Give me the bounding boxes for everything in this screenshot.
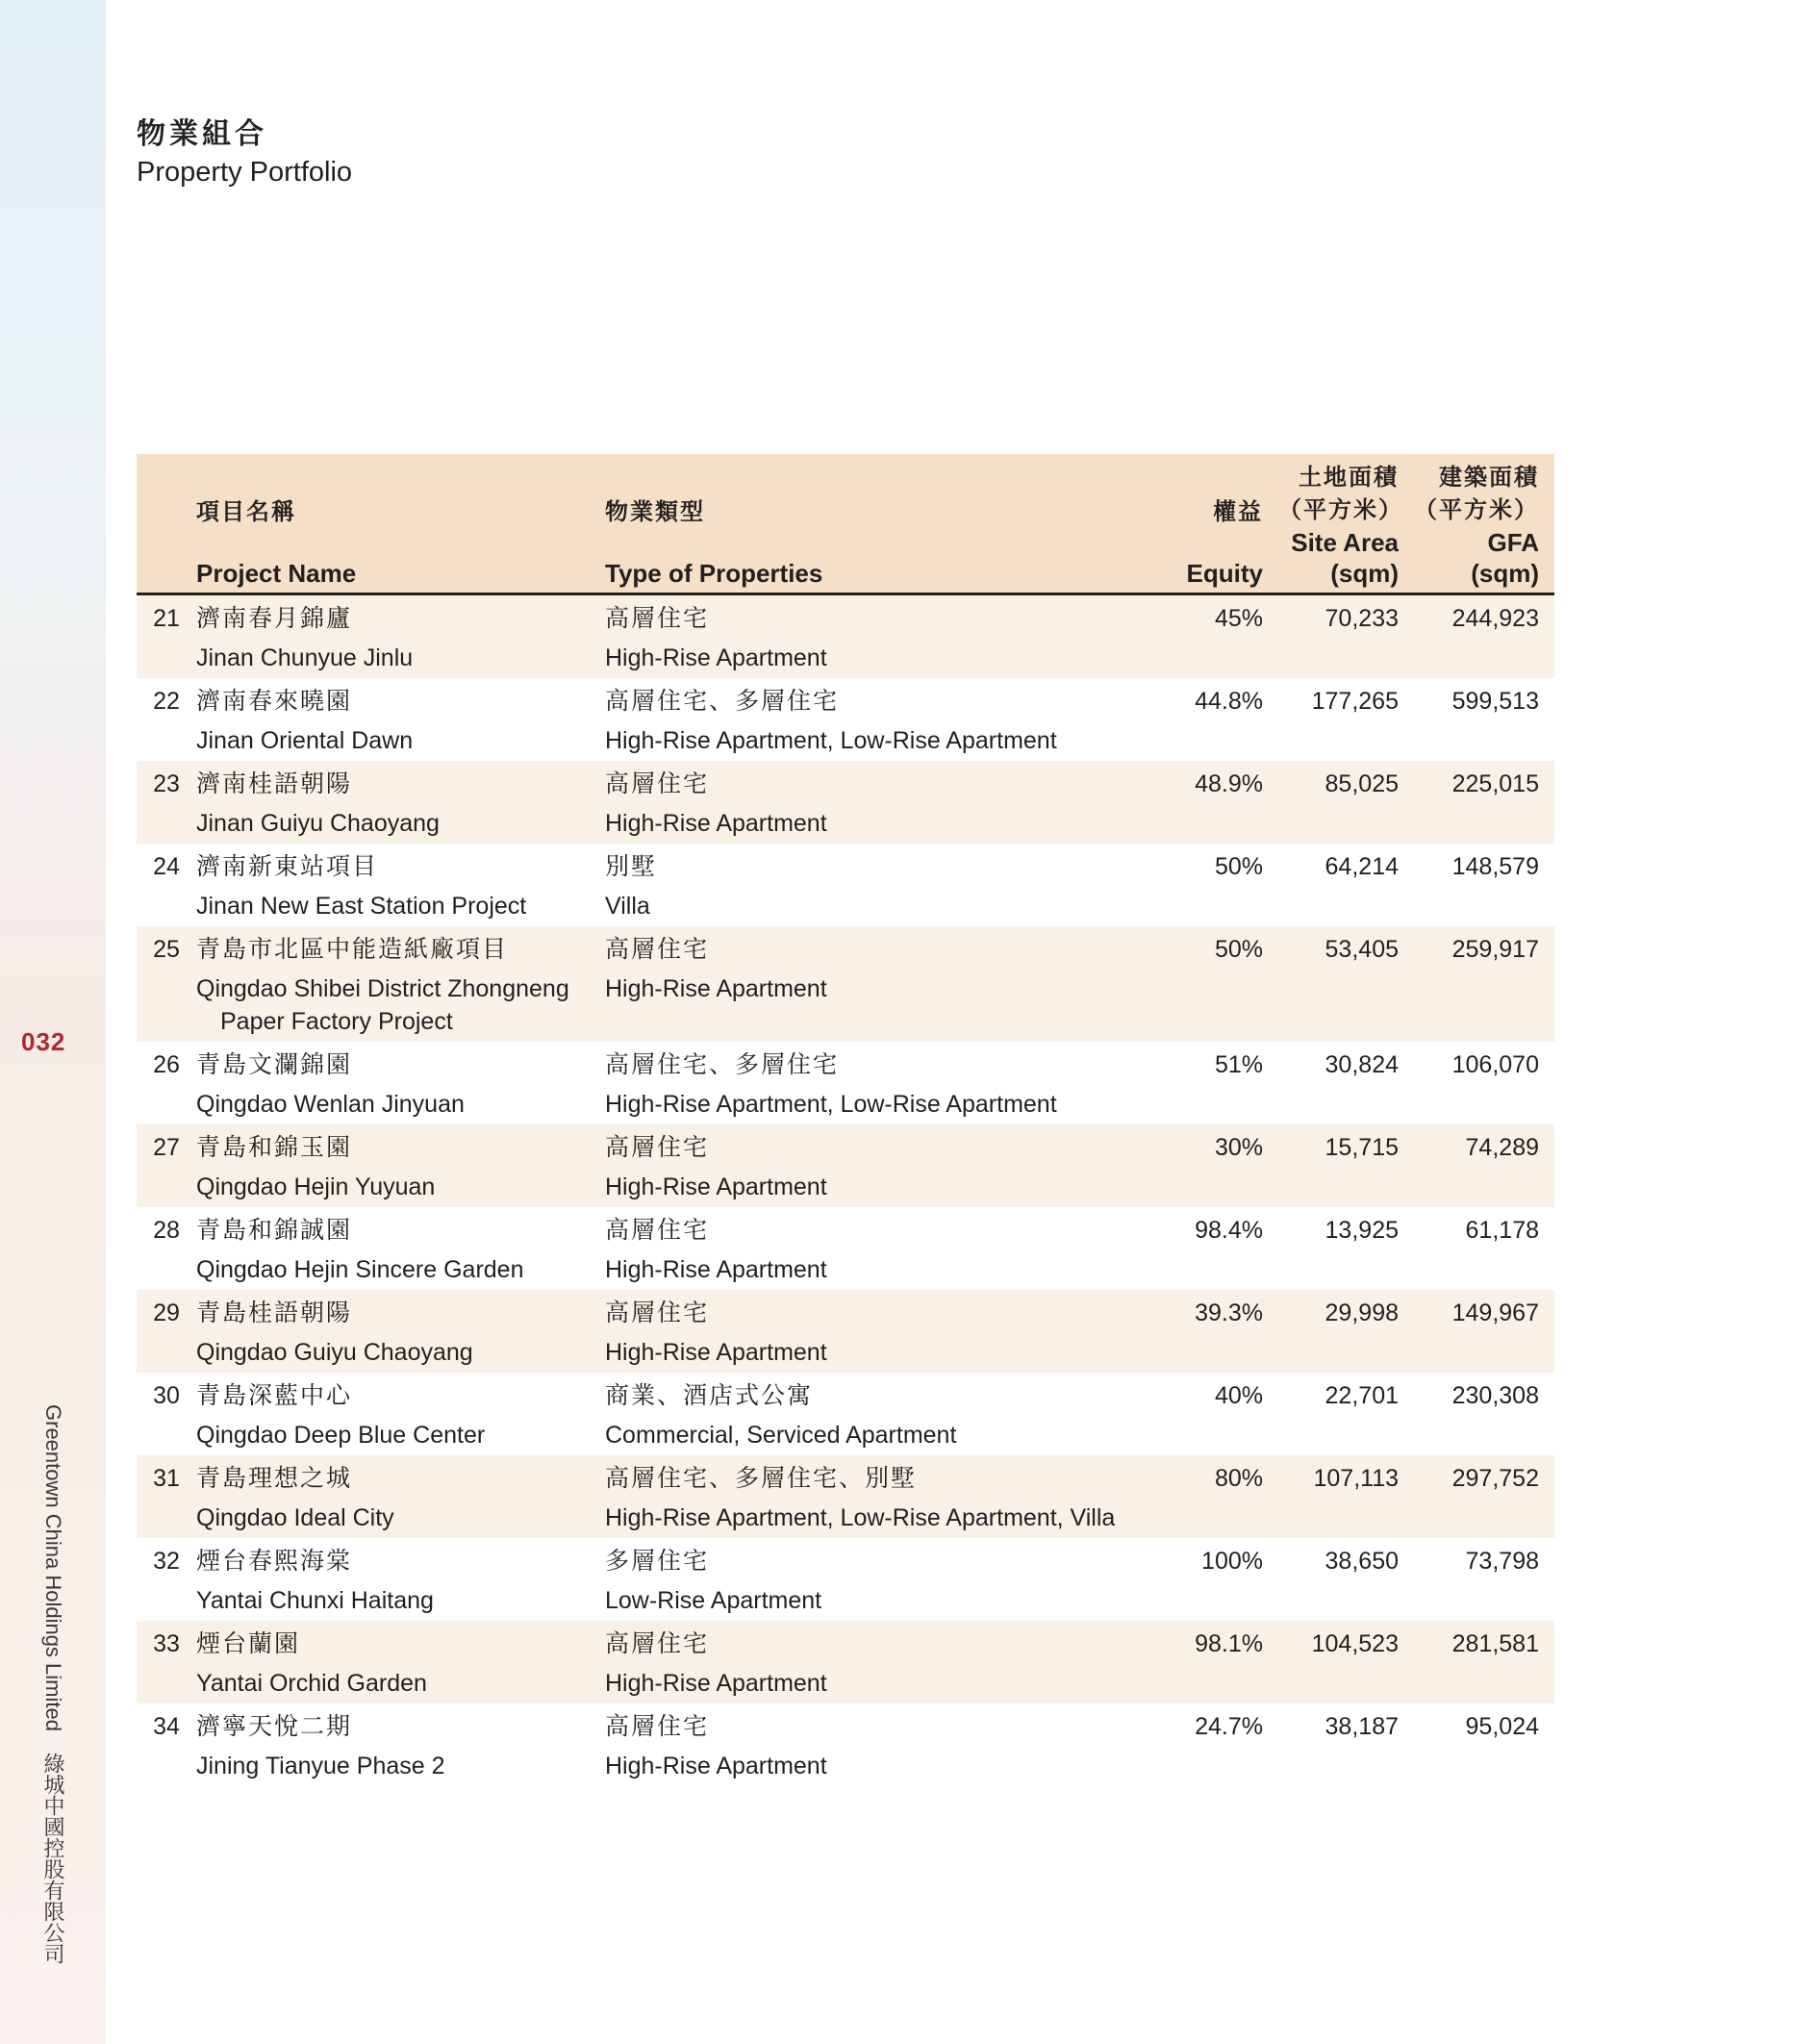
project-name-en: Jinan Oriental Dawn (196, 727, 414, 754)
table-row (137, 1124, 1554, 1207)
header-gfa-en2: (sqm) (1471, 559, 1539, 588)
property-type-zh: 高層住宅 (605, 1134, 710, 1161)
page-title-zh: 物業組合 (137, 118, 267, 150)
row-number: 30 (153, 1382, 180, 1409)
header-site-area-zh2: （平方米） (1278, 497, 1403, 523)
row-number: 23 (153, 770, 180, 797)
equity-value: 44.8% (1195, 688, 1263, 715)
project-name-zh: 煙台蘭園 (196, 1630, 301, 1657)
property-type-en: High-Rise Apartment (605, 810, 827, 837)
table-row (137, 1538, 1554, 1621)
row-number: 29 (153, 1300, 180, 1326)
header-project-name-zh: 項目名稱 (196, 499, 296, 525)
site-area-value: 13,925 (1325, 1217, 1399, 1244)
table-row (137, 1042, 1554, 1124)
project-name (196, 678, 605, 761)
header-property-type (605, 454, 1124, 594)
property-type-zh: 多層住宅 (605, 1548, 710, 1575)
project-name-en: Qingdao Ideal City (196, 1504, 394, 1531)
gfa-value: 106,070 (1451, 1051, 1539, 1078)
header-gfa-zh2: （平方米） (1414, 497, 1539, 523)
equity-value: 98.4% (1195, 1217, 1263, 1244)
property-type (605, 1621, 1124, 1703)
gfa-value: 73,798 (1465, 1548, 1539, 1575)
equity-value: 50% (1214, 936, 1263, 963)
table-row (137, 1373, 1554, 1455)
header-gfa-zh1: 建築面積 (1439, 465, 1539, 491)
gfa-value: 297,752 (1451, 1465, 1539, 1492)
property-type (605, 1538, 1124, 1621)
property-type (605, 761, 1124, 844)
project-name (196, 1538, 605, 1621)
property-type-en: Low-Rise Apartment (605, 1587, 822, 1614)
project-name-en: Qingdao Hejin Sincere Garden (196, 1256, 524, 1283)
property-type-en: High-Rise Apartment, Low-Rise Apartment, Villa (605, 1504, 1116, 1531)
gfa-value: 95,024 (1465, 1713, 1539, 1740)
site-area-value: 22,701 (1325, 1382, 1399, 1409)
header-equity-zh: 權益 (1213, 499, 1263, 525)
property-type-zh: 高層住宅 (605, 1217, 710, 1244)
property-type (605, 1703, 1124, 1786)
table-row (137, 594, 1554, 679)
equity-value: 98.1% (1195, 1630, 1263, 1657)
gfa-value: 148,579 (1451, 853, 1539, 880)
project-name-en: Jinan New East Station Project (196, 893, 527, 920)
page-heading (137, 115, 352, 190)
row-number: 25 (153, 936, 180, 963)
project-name-zh: 煙台春熙海棠 (196, 1548, 353, 1575)
project-name-zh: 濟南春來曉園 (196, 688, 353, 715)
project-name (196, 1373, 605, 1455)
project-name-zh: 青島深藍中心 (196, 1382, 353, 1409)
project-name-en: Jinan Guiyu Chaoyang (196, 810, 440, 837)
header-project-name (196, 454, 605, 594)
site-area-value: 29,998 (1325, 1300, 1399, 1326)
header-property-type-en: Type of Properties (605, 559, 823, 588)
gfa-value: 244,923 (1451, 605, 1539, 632)
table-row (137, 761, 1554, 844)
property-type-en: High-Rise Apartment, Low-Rise Apartment (605, 727, 1057, 754)
row-number: 31 (153, 1465, 180, 1492)
project-name-zh: 青島文瀾錦園 (196, 1051, 353, 1078)
site-area-value: 64,214 (1325, 853, 1399, 880)
project-name (196, 1290, 605, 1373)
property-type (605, 1455, 1124, 1538)
gfa-value: 225,015 (1451, 770, 1539, 797)
header-gfa-en1: GFA (1487, 528, 1539, 557)
project-name-zh: 青島和錦誠園 (196, 1217, 353, 1244)
property-portfolio-table (137, 454, 1554, 1786)
property-type-zh: 商業、酒店式公寓 (605, 1382, 814, 1409)
project-name (196, 1124, 605, 1207)
property-type-zh: 高層住宅、多層住宅 (605, 1051, 840, 1078)
project-name-zh: 濟南新東站項目 (196, 853, 379, 880)
site-area-value: 38,650 (1325, 1548, 1399, 1575)
gfa-value: 599,513 (1451, 688, 1539, 715)
project-name-en: Qingdao Wenlan Jinyuan (196, 1091, 465, 1118)
project-name-zh: 濟南春月錦廬 (196, 605, 353, 632)
project-name (196, 594, 605, 679)
table-row (137, 1621, 1554, 1703)
row-number: 22 (153, 688, 180, 715)
equity-value: 100% (1201, 1548, 1263, 1575)
equity-value: 50% (1214, 853, 1263, 880)
company-name (38, 1404, 68, 1980)
project-name-en: Qingdao Hejin Yuyuan (196, 1173, 436, 1200)
equity-value: 24.7% (1195, 1713, 1263, 1740)
property-type-en: Villa (605, 893, 650, 920)
site-area-value: 177,265 (1311, 688, 1399, 715)
table-row (137, 926, 1554, 1042)
property-type (605, 1373, 1124, 1455)
project-name-en: Jining Tianyue Phase 2 (196, 1753, 445, 1779)
project-name (196, 844, 605, 926)
property-type-zh: 高層住宅 (605, 936, 710, 963)
project-name-zh: 濟南桂語朝陽 (196, 770, 353, 797)
header-site-area-zh1: 土地面積 (1299, 465, 1399, 491)
property-type-zh: 高層住宅 (605, 1300, 710, 1326)
table-row (137, 1207, 1554, 1290)
project-name (196, 1042, 605, 1124)
site-area-value: 15,715 (1325, 1134, 1399, 1161)
header-equity-en: Equity (1186, 559, 1263, 588)
property-type-en: High-Rise Apartment (605, 1339, 827, 1366)
site-area-value: 70,233 (1325, 605, 1399, 632)
project-name (196, 1207, 605, 1290)
equity-value: 39.3% (1195, 1300, 1263, 1326)
page-title-en: Property Portfolio (137, 157, 353, 188)
row-number: 24 (153, 853, 180, 880)
project-name-zh: 濟寧天悅二期 (196, 1713, 353, 1740)
project-name-zh: 青島理想之城 (196, 1465, 353, 1492)
property-type-zh: 高層住宅、多層住宅 (605, 688, 840, 715)
property-type-en: High-Rise Apartment (605, 1670, 827, 1697)
site-area-value: 38,187 (1325, 1713, 1399, 1740)
property-type-zh: 高層住宅 (605, 1630, 710, 1657)
property-type (605, 1042, 1124, 1124)
property-type-en: High-Rise Apartment (605, 1173, 827, 1200)
project-name-en: Qingdao Shibei District Zhongneng Paper Factory Project (196, 975, 569, 1035)
property-type-en: High-Rise Apartment (605, 1753, 827, 1779)
property-type (605, 1290, 1124, 1373)
site-area-value: 53,405 (1325, 936, 1399, 963)
header-gfa (1414, 454, 1554, 594)
header-equity (1124, 454, 1278, 594)
site-area-value: 30,824 (1325, 1051, 1399, 1078)
gfa-value: 74,289 (1465, 1134, 1539, 1161)
project-name (196, 1455, 605, 1538)
equity-value: 51% (1214, 1051, 1263, 1078)
equity-value: 48.9% (1195, 770, 1263, 797)
property-type (605, 844, 1124, 926)
property-type (605, 678, 1124, 761)
equity-value: 45% (1214, 605, 1263, 632)
property-type-en: High-Rise Apartment, Low-Rise Apartment (605, 1091, 1057, 1118)
table-row (137, 678, 1554, 761)
property-type-en: High-Rise Apartment (605, 975, 827, 1002)
row-number: 27 (153, 1134, 180, 1161)
project-name (196, 1703, 605, 1786)
property-type (605, 1207, 1124, 1290)
table-row (137, 1703, 1554, 1786)
property-type-en: High-Rise Apartment (605, 1256, 827, 1283)
header-site-area-en1: Site Area (1291, 528, 1399, 557)
project-name-zh: 青島和錦玉園 (196, 1134, 353, 1161)
row-number: 26 (153, 1051, 180, 1078)
table-row (137, 1290, 1554, 1373)
project-name-en: Yantai Chunxi Haitang (196, 1587, 434, 1614)
page-number: 032 (21, 1027, 66, 1056)
gfa-value: 230,308 (1451, 1382, 1539, 1409)
table-row (137, 844, 1554, 926)
property-type-zh: 高層住宅 (605, 605, 710, 632)
gfa-value: 259,917 (1451, 936, 1539, 963)
property-type (605, 1124, 1124, 1207)
property-type-en: Commercial, Serviced Apartment (605, 1422, 957, 1449)
property-type-zh: 別墅 (605, 853, 658, 880)
site-area-value: 107,113 (1313, 1465, 1399, 1492)
project-name (196, 926, 605, 1042)
row-number: 28 (153, 1217, 180, 1244)
project-name-en: Qingdao Deep Blue Center (196, 1422, 486, 1449)
table-header-row (137, 454, 1554, 594)
gfa-value: 149,967 (1451, 1300, 1539, 1326)
equity-value: 80% (1214, 1465, 1263, 1492)
row-number: 32 (153, 1548, 180, 1575)
row-number: 33 (153, 1630, 180, 1657)
project-name-en: Jinan Chunyue Jinlu (196, 644, 414, 671)
header-project-name-en: Project Name (196, 559, 357, 588)
property-type-zh: 高層住宅、多層住宅、別墅 (605, 1465, 918, 1492)
property-type-zh: 高層住宅 (605, 770, 710, 797)
header-site-area (1278, 454, 1414, 594)
gfa-value: 281,581 (1451, 1630, 1539, 1657)
site-area-value: 104,523 (1311, 1630, 1399, 1657)
project-name (196, 761, 605, 844)
site-area-value: 85,025 (1325, 770, 1399, 797)
property-type-en: High-Rise Apartment (605, 644, 827, 671)
property-type (605, 594, 1124, 679)
project-name (196, 1621, 605, 1703)
company-name-en: Greentown China Holdings Limited (41, 1404, 65, 1731)
header-site-area-en2: (sqm) (1330, 559, 1399, 588)
project-name-en: Qingdao Guiyu Chaoyang (196, 1339, 473, 1366)
project-name-zh: 青島桂語朝陽 (196, 1300, 353, 1326)
header-property-type-zh: 物業類型 (605, 499, 705, 525)
project-name-zh: 青島市北區中能造紙廠項目 (196, 936, 509, 963)
project-name-en: Yantai Orchid Garden (196, 1670, 427, 1697)
property-type-zh: 高層住宅 (605, 1713, 710, 1740)
gfa-value: 61,178 (1465, 1217, 1539, 1244)
row-number: 21 (153, 605, 180, 632)
property-type (605, 926, 1124, 1042)
company-name-zh: 綠城中國控股有限公司 (41, 1753, 65, 1965)
equity-value: 30% (1214, 1134, 1263, 1161)
row-number: 34 (153, 1713, 180, 1740)
equity-value: 40% (1214, 1382, 1263, 1409)
table-row (137, 1455, 1554, 1538)
header-number (137, 454, 196, 594)
